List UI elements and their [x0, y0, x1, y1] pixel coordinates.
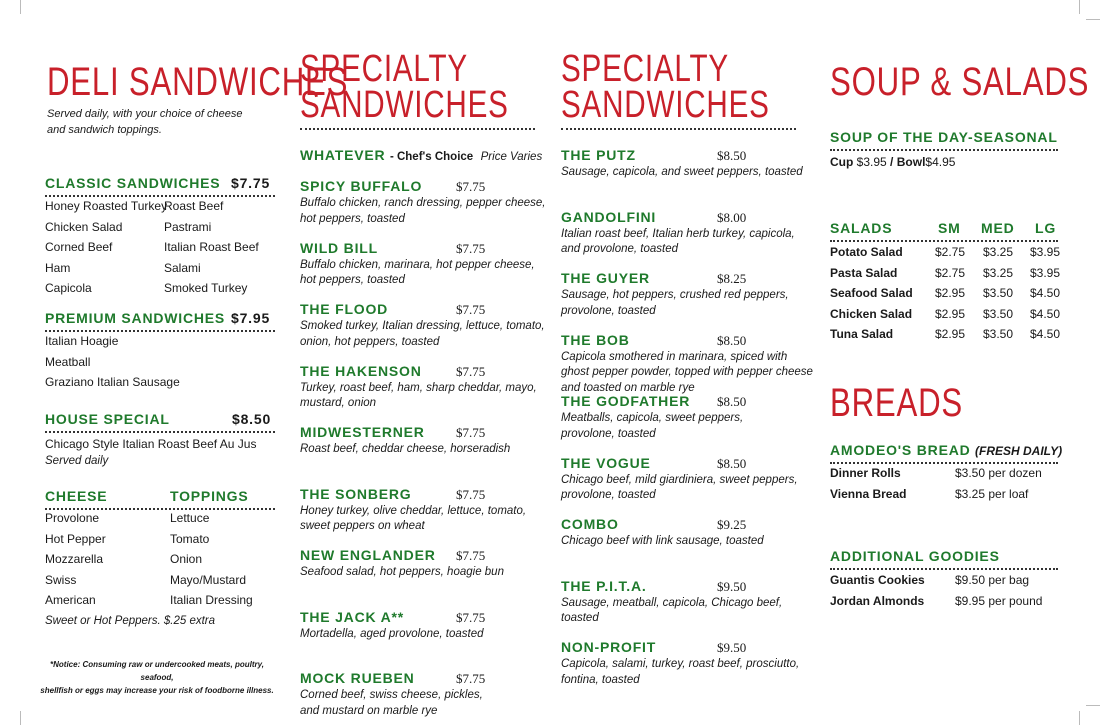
- goodies-list: [830, 573, 1058, 614]
- list-item: Capicola: [45, 281, 92, 295]
- sandwich-name: THE FLOOD: [300, 301, 389, 317]
- sandwich-description: Sausage, hot peppers, crushed red peppers,: [561, 289, 789, 301]
- salads-col-name: SALADS: [830, 220, 893, 236]
- crop-mark: [1086, 705, 1100, 706]
- salad-price: $2.95: [935, 286, 966, 300]
- specialty1-title: [300, 50, 535, 130]
- whatever-price: Price Varies: [480, 151, 543, 163]
- sandwich-description: provolone, toasted: [561, 489, 656, 501]
- sandwich-description: mustard, onion: [300, 397, 377, 409]
- sandwich-description: and mustard on marble rye: [300, 704, 438, 717]
- sandwich-price: $7.75: [456, 486, 486, 502]
- list-item: Italian Hoagie: [45, 334, 119, 348]
- list-item: Salami: [164, 260, 201, 275]
- sandwich-price: $8.50: [717, 394, 747, 409]
- sandwich-description: Seafood salad, hot peppers, hoagie bun: [300, 566, 504, 578]
- whatever-item: [300, 147, 542, 166]
- whatever-sub: - Chef's Choice: [389, 151, 474, 163]
- sandwich-name: THE JACK A**: [300, 608, 404, 625]
- breads-list: [830, 466, 1058, 507]
- sandwich-name: NON-PROFIT: [561, 639, 657, 655]
- salads-header: [830, 220, 1058, 242]
- salad-name: Seafood Salad: [830, 286, 913, 300]
- deli-intro-line: Served daily, with your choice of cheese: [47, 108, 243, 120]
- salad-price: $2.95: [935, 306, 966, 321]
- sandwich-name: MIDWESTERNER: [300, 424, 425, 440]
- sandwich-name: THE PUTZ: [561, 147, 636, 163]
- list-item: Italian Dressing: [170, 593, 253, 607]
- premium-header: [45, 310, 275, 332]
- bowl-label: Bowl: [896, 155, 926, 169]
- crop-mark: [20, 711, 21, 725]
- table-row: [830, 245, 1061, 266]
- deli-title: DELI SANDWICHES: [47, 60, 349, 104]
- crop-mark: [20, 0, 21, 14]
- salad-price: $4.50: [1030, 327, 1061, 341]
- sandwich-description: Smoked turkey, Italian dressing, lettuce, tomato,: [300, 320, 545, 332]
- list-item: Honey Roasted Turkey: [45, 199, 168, 213]
- sandwich-name: THE SONBERG: [300, 485, 412, 502]
- crop-mark: [1086, 19, 1100, 20]
- salad-name: Tuna Salad: [830, 327, 894, 341]
- goodie-price: $9.95 per pound: [955, 593, 1043, 608]
- soup-day-header: [830, 129, 1058, 151]
- breads-section-note: (FRESH DAILY): [975, 444, 1063, 458]
- salad-price: $3.95: [1030, 265, 1061, 280]
- salads-col-sm: SM: [938, 220, 961, 236]
- list-item: [830, 466, 1058, 487]
- sandwich-description: Buffalo chicken, ranch dressing, pepper cheese,: [300, 197, 546, 209]
- house-note: Served daily: [45, 455, 109, 467]
- sandwich-description: onion, hot peppers, toasted: [300, 335, 440, 348]
- list-item: [830, 573, 1058, 594]
- sandwich-price: $7.75: [456, 425, 486, 440]
- salads-col-med: MED: [981, 220, 1015, 236]
- house-price: $8.50: [232, 411, 272, 427]
- table-row: [830, 265, 1061, 287]
- sandwich-description: provolone, toasted: [561, 304, 656, 317]
- breads-header: [830, 442, 1063, 464]
- sandwich-description: Sausage, meatball, capicola, Chicago beef,: [561, 596, 783, 609]
- sandwich-price: $8.00: [717, 209, 747, 225]
- breads-section-title: AMODEO'S BREAD: [830, 442, 971, 458]
- breads-title: BREADS: [830, 381, 963, 425]
- sandwich-price: $9.50: [717, 640, 747, 655]
- sandwich-description: Italian roast beef, Italian herb turkey, capicola,: [561, 227, 795, 240]
- soup-day-title: SOUP OF THE DAY-SEASONAL: [830, 129, 1058, 145]
- salad-price: $4.50: [1030, 306, 1061, 321]
- classic-title: CLASSIC SANDWICHES: [45, 175, 221, 191]
- premium-list: [45, 334, 180, 396]
- extra-note: Sweet or Hot Peppers. $.25 extra: [45, 615, 216, 627]
- salad-price: $4.50: [1030, 286, 1061, 300]
- salads-col-lg: LG: [1035, 220, 1057, 236]
- salad-name: Chicken Salad: [830, 306, 913, 321]
- sandwich-description: Chicago beef, mild giardiniera, sweet peppers,: [561, 473, 798, 486]
- table-row: [830, 327, 1061, 348]
- house-title: HOUSE SPECIAL: [45, 411, 170, 427]
- salads-table: [830, 245, 1061, 348]
- list-item: Hot Pepper: [45, 531, 106, 546]
- salad-price: $2.75: [935, 265, 966, 280]
- food-notice: [37, 658, 277, 697]
- goodie-name: Guantis Cookies: [830, 573, 925, 587]
- list-item: Graziano Italian Sausage: [45, 375, 180, 389]
- bread-name: Dinner Rolls: [830, 466, 901, 480]
- sandwich-price: $7.75: [456, 609, 486, 625]
- premium-title: PREMIUM SANDWICHES: [45, 310, 226, 326]
- title-line: SANDWICHES: [300, 84, 509, 126]
- list-item: Corned Beef: [45, 240, 113, 254]
- cup-price: $3.95: [856, 155, 887, 169]
- table-row: [830, 286, 1061, 307]
- sandwich-name: WILD BILL: [300, 239, 378, 256]
- sandwich-price: $7.75: [456, 240, 486, 256]
- list-item: [830, 487, 1058, 508]
- title-line: SPECIALTY: [300, 48, 468, 90]
- salad-price: $3.50: [983, 327, 1014, 341]
- bread-price: $3.50 per dozen: [955, 466, 1042, 480]
- sandwich-description: toasted: [561, 612, 599, 624]
- list-item: Chicken Salad: [45, 219, 123, 234]
- premium-price: $7.95: [231, 310, 271, 326]
- sandwich-description: Corned beef, swiss cheese, pickles,: [300, 689, 483, 701]
- sandwich-description: and toasted on marble rye: [561, 381, 695, 394]
- goodies-header: [830, 548, 1058, 570]
- deli-intro-line: and sandwich toppings.: [47, 124, 162, 136]
- salad-name: Pasta Salad: [830, 265, 898, 280]
- bowl-price: $4.95: [925, 155, 956, 169]
- sandwich-price: $7.75: [456, 302, 486, 317]
- sandwich-price: $8.25: [717, 271, 747, 286]
- specialty2-title: [561, 50, 796, 130]
- salad-price: $3.95: [1030, 245, 1061, 259]
- sandwich-description: Sausage, capicola, and sweet peppers, toasted: [561, 166, 803, 178]
- sandwich-price: $9.25: [717, 517, 747, 532]
- house-header: [45, 411, 275, 433]
- title-line: SPECIALTY: [561, 48, 729, 90]
- salad-price: $2.75: [935, 245, 966, 259]
- bread-price: $3.25 per loaf: [955, 486, 1029, 501]
- salad-price: $3.25: [983, 245, 1014, 259]
- sandwich-name: NEW ENGLANDER: [300, 547, 436, 563]
- sandwich-description: ghost pepper powder, topped with pepper cheese: [561, 366, 813, 378]
- goodies-title: ADDITIONAL GOODIES: [830, 548, 1000, 564]
- goodie-name: Jordan Almonds: [830, 593, 925, 608]
- sandwich-description: and provolone, toasted: [561, 243, 679, 255]
- list-item: Smoked Turkey: [164, 281, 248, 295]
- salad-name: Potato Salad: [830, 245, 903, 259]
- salad-price: $2.95: [935, 327, 966, 341]
- sandwich-description: Mortadella, aged provolone, toasted: [300, 627, 484, 640]
- list-item: [830, 594, 1058, 615]
- classic-price: $7.75: [231, 175, 271, 191]
- list-item: Pastrami: [164, 219, 212, 234]
- list-item: Lettuce: [170, 511, 210, 525]
- sandwich-name: THE GUYER: [561, 270, 650, 286]
- notice-line: *Notice: Consuming raw or undercooked meats, poultry, seafood,: [50, 660, 264, 682]
- sandwich-price: $7.75: [456, 671, 486, 686]
- sandwich-name: SPICY BUFFALO: [300, 178, 423, 194]
- classic-right-list: [164, 199, 259, 302]
- sandwich-price: $8.50: [717, 332, 747, 348]
- sandwich-name: THE VOGUE: [561, 454, 651, 471]
- bread-name: Vienna Bread: [830, 486, 907, 501]
- cheese-title: CHEESE: [45, 488, 108, 504]
- list-item: Ham: [45, 260, 71, 275]
- soup-day-prices: [830, 155, 955, 169]
- sandwich-description: Capicola, salami, turkey, roast beef, prosciutto,: [561, 658, 800, 670]
- cup-label: Cup: [830, 155, 854, 169]
- list-item: Italian Roast Beef: [164, 240, 259, 254]
- whatever-name: WHATEVER: [300, 147, 386, 163]
- sandwich-description: Chicago beef with link sausage, toasted: [561, 535, 764, 547]
- salad-price: $3.25: [983, 265, 1014, 280]
- sandwich-name: THE P.I.T.A.: [561, 577, 647, 594]
- list-item: American: [45, 593, 96, 607]
- list-item: Roast Beef: [164, 199, 224, 213]
- sandwich-name: THE BOB: [561, 331, 630, 348]
- cheese-list: [45, 511, 106, 614]
- sandwich-description: Buffalo chicken, marinara, hot pepper cheese,: [300, 258, 535, 271]
- crop-mark: [1079, 711, 1080, 725]
- list-item: Mayo/Mustard: [170, 572, 247, 587]
- sandwich-price: $9.50: [717, 578, 747, 594]
- sandwich-price: $8.50: [717, 455, 747, 471]
- list-item: Onion: [170, 552, 203, 566]
- list-item: Swiss: [45, 572, 77, 587]
- classic-header: [45, 175, 275, 197]
- sandwich-description: fontina, toasted: [561, 673, 640, 686]
- soup-title: SOUP & SALADS: [830, 60, 1090, 104]
- table-row: [830, 306, 1061, 328]
- sandwich-description: Meatballs, capicola, sweet peppers,: [561, 412, 744, 424]
- sandwich-price: $7.75: [456, 179, 486, 194]
- list-item: Mozzarella: [45, 552, 104, 566]
- list-item: Meatball: [45, 354, 91, 369]
- sandwich-name: MOCK RUEBEN: [300, 670, 415, 686]
- sandwich-description: Capicola smothered in marinara, spiced with: [561, 350, 788, 363]
- sandwich-description: provolone, toasted: [561, 427, 656, 440]
- notice-line: shellfish or eggs may increase your risk of foodborne illness.: [40, 686, 274, 695]
- cheese-toppings-header: [45, 488, 275, 510]
- sandwich-name: GANDOLFINI: [561, 208, 657, 225]
- classic-left-list: [45, 199, 167, 302]
- list-item: Tomato: [170, 531, 210, 546]
- sandwich-description: hot peppers, toasted: [300, 212, 405, 225]
- salad-price: $3.50: [983, 306, 1014, 321]
- sandwich-description: hot peppers, toasted: [300, 274, 405, 286]
- list-item: Provolone: [45, 511, 100, 525]
- toppings-title: TOPPINGS: [170, 488, 249, 504]
- sandwich-name: THE HAKENSON: [300, 362, 422, 379]
- sandwich-price: $8.50: [717, 148, 747, 163]
- salad-price: $3.50: [983, 286, 1014, 300]
- sandwich-description: Honey turkey, olive cheddar, lettuce, tomato,: [300, 504, 527, 517]
- sandwich-name: THE GODFATHER: [561, 393, 691, 409]
- house-item: Chicago Style Italian Roast Beef Au Jus: [45, 437, 257, 451]
- goodie-price: $9.50 per bag: [955, 573, 1030, 587]
- sandwich-description: Roast beef, cheddar cheese, horseradish: [300, 443, 511, 455]
- sandwich-name: COMBO: [561, 516, 619, 532]
- sandwich-price: $7.75: [456, 548, 486, 563]
- toppings-list: [170, 511, 253, 614]
- sandwich-price: $7.75: [456, 363, 486, 379]
- soup-sep: /: [890, 155, 894, 169]
- crop-mark: [1079, 0, 1080, 14]
- sandwich-description: Turkey, roast beef, ham, sharp cheddar, mayo,: [300, 381, 537, 394]
- title-line: SANDWICHES: [561, 84, 770, 126]
- sandwich-description: sweet peppers on wheat: [300, 520, 425, 532]
